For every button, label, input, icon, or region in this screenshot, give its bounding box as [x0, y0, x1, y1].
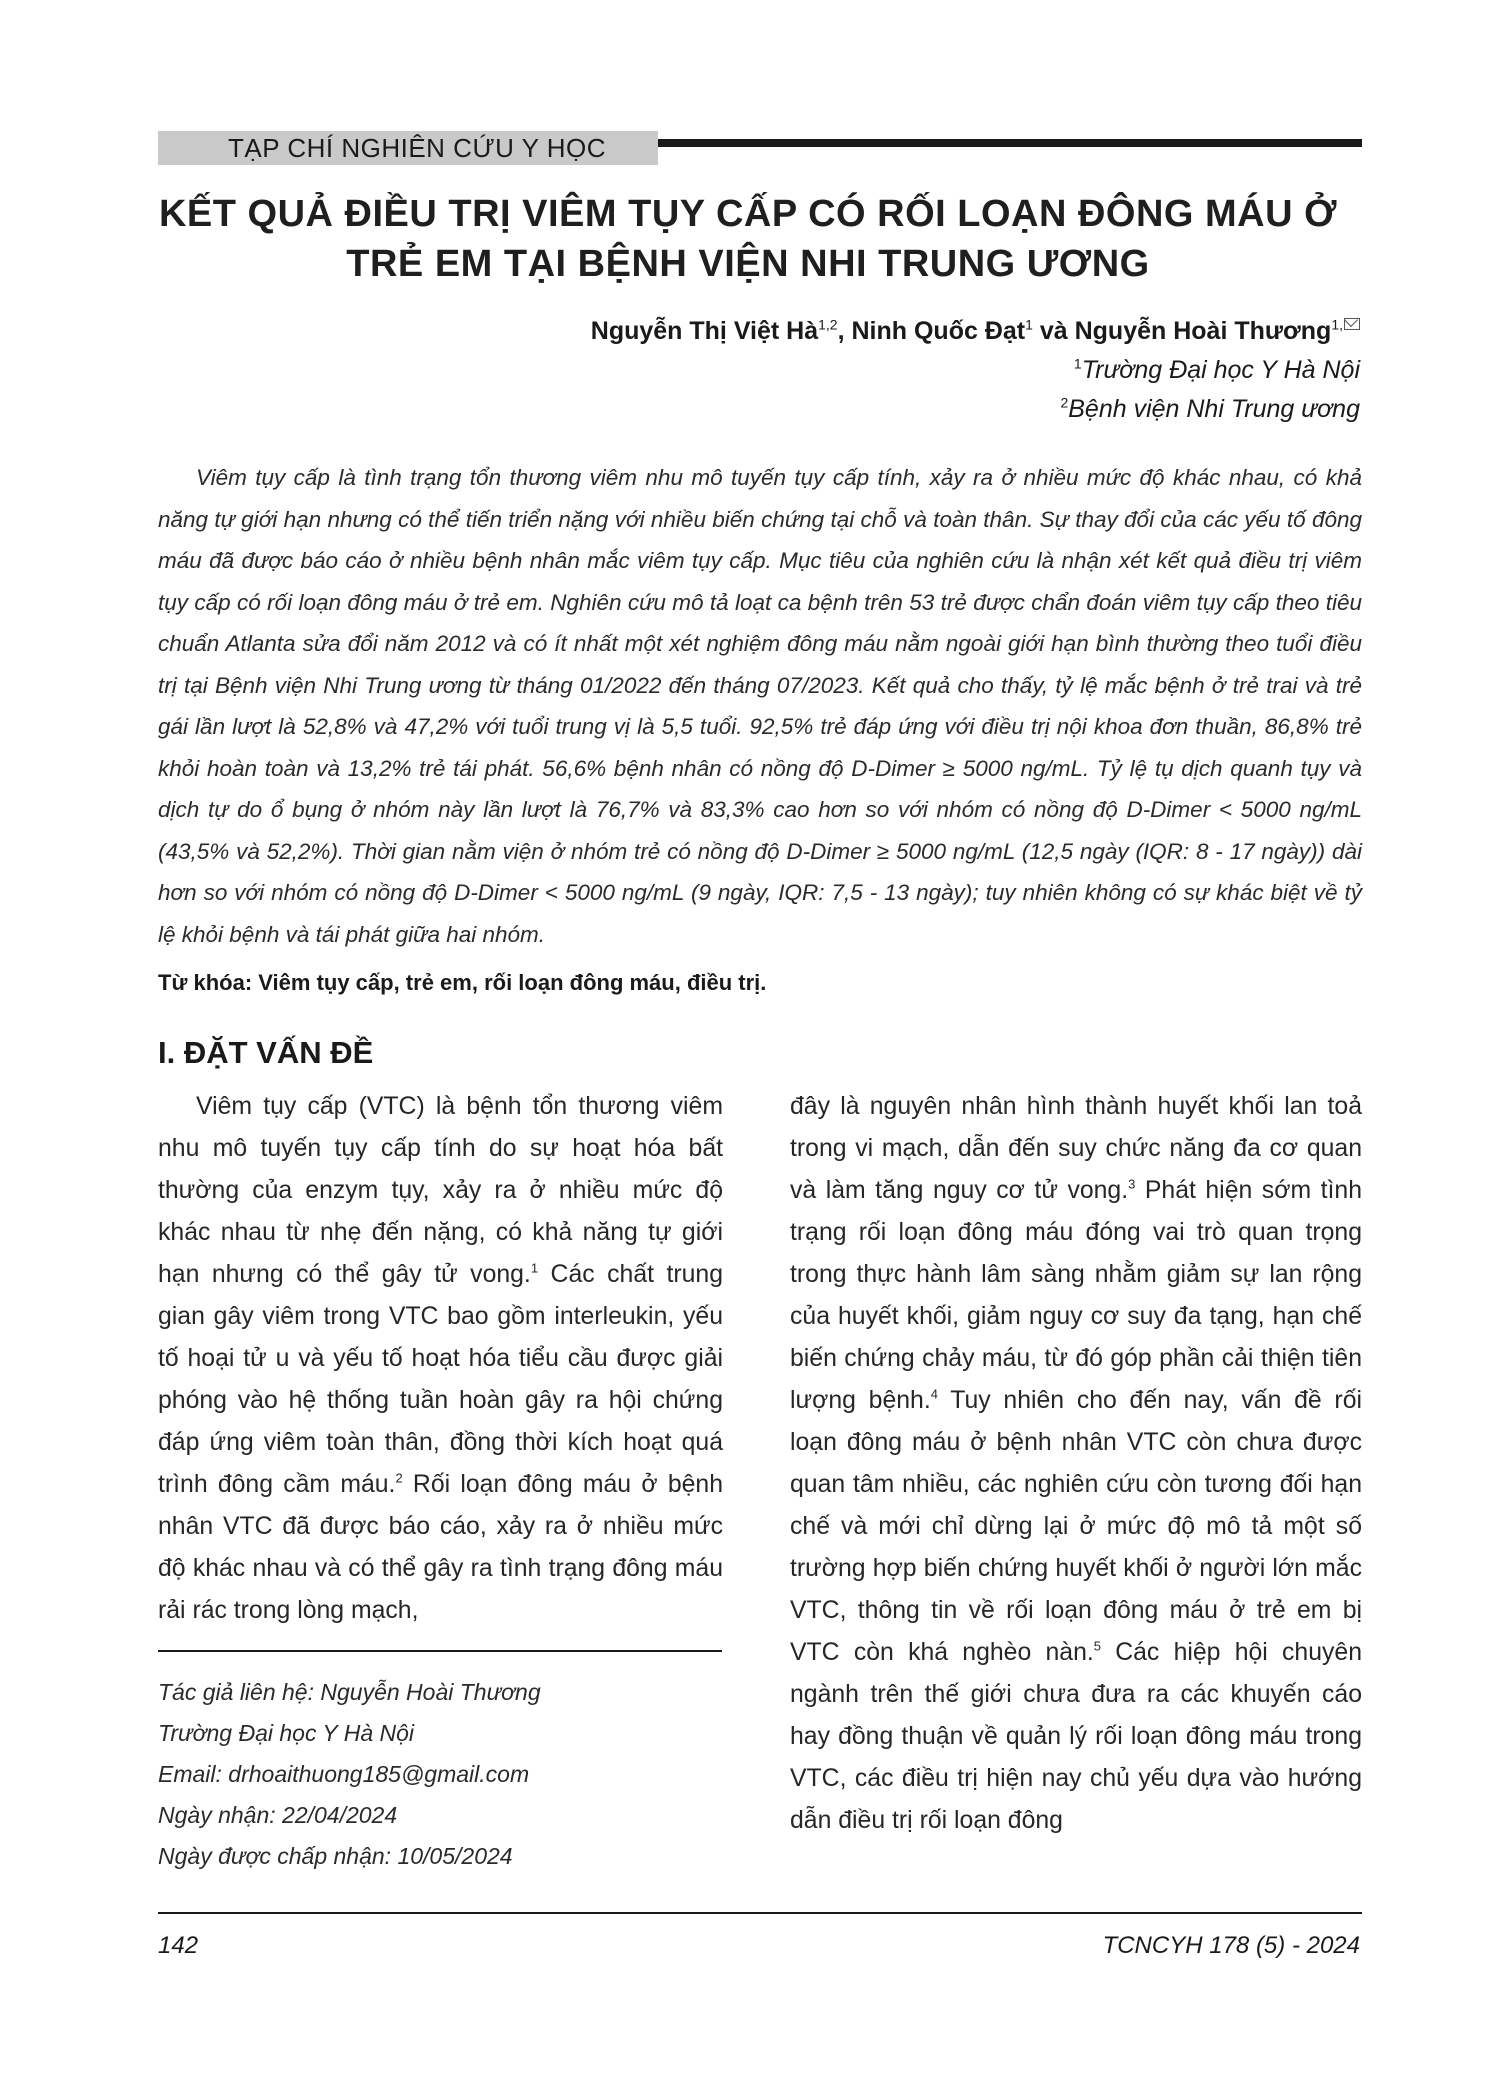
author-name: Nguyễn Hoài Thương: [1074, 317, 1332, 345]
correspondence-footnote: [158, 1672, 541, 1877]
keywords: Từ khóa: Viêm tụy cấp, trẻ em, rối loạn đông máu, điều trị.: [158, 970, 767, 995]
section-heading: I. ĐẶT VẤN ĐỀ: [158, 1035, 374, 1070]
body-text: đây là nguyên nhân hình thành huyết khối lan toả trong vi mạch, dẫn đến suy chức năng đa cơ quan và làm tăng nguy cơ tử vong.: [790, 1093, 1362, 1204]
body-text: Viêm tụy cấp (VTC) là bệnh tổn thương viêm nhu mô tuyến tụy cấp tính do sự hoạt hóa bất thường của enzym tụy, xảy ra ở nhiều mức độ khác nhau từ nhẹ đến nặng, có khả năng tự giới hạn nhưng có thể gây tử vong.: [158, 1093, 723, 1288]
page-number: 142: [158, 1932, 199, 1959]
body-text: Tuy nhiên cho đến nay, vấn đề rối loạn đông máu ở bệnh nhân VTC còn chưa được quan tâm nhiều, các nghiên cứu còn tương đối hạn chế và mới chỉ dừng lại ở mức độ mô tả một số trường hợp biến chứng huyết khối ở người lớn mắc VTC, thông tin về rối loạn đông máu ở trẻ em bị VTC còn khá nghèo nàn.: [790, 1387, 1362, 1666]
footer-rule: [158, 1912, 1362, 1914]
affiliation-1: [1074, 353, 1360, 387]
header-rule: [658, 139, 1362, 147]
citation-ref: 3: [1128, 1176, 1136, 1192]
citation-ref: 4: [930, 1386, 938, 1402]
received-date: Ngày nhận: 22/04/2024: [158, 1802, 398, 1828]
author-separator: và: [1032, 317, 1075, 345]
author-email: Email: drhoaithuong185@gmail.com: [158, 1761, 530, 1787]
citation-ref: 2: [395, 1470, 403, 1486]
body-column-left: [158, 1086, 723, 1632]
author-list: [591, 314, 1360, 348]
article-title-line-1: KẾT QUẢ ĐIỀU TRỊ VIÊM TỤY CẤP CÓ RỐI LOẠN ĐÔNG MÁU Ở: [158, 193, 1338, 235]
author-affiliation-mark: 1,: [1331, 316, 1343, 333]
author-affiliation-mark: 1: [1025, 316, 1033, 333]
body-text: Phát hiện sớm tình trạng rối loạn đông máu đóng vai trò quan trọng trong thực hành lâm sàng nhằm giảm sự lan rộng của huyết khối, giảm nguy cơ suy đa tạng, hạn chế biến chứng chảy máu, từ đó góp phần cải thiện tiên lượng bệnh.: [790, 1177, 1362, 1414]
citation-ref: 5: [1093, 1638, 1101, 1654]
body-column-right: [790, 1086, 1362, 1842]
journal-issue-ref: TCNCYH 178 (5) - 2024: [1102, 1932, 1360, 1959]
affiliation-name: Bệnh viện Nhi Trung ương: [1068, 395, 1360, 423]
accepted-date: Ngày được chấp nhận: 10/05/2024: [158, 1843, 513, 1869]
author-institution: Trường Đại học Y Hà Nội: [158, 1720, 415, 1746]
author-name: Nguyễn Thị Việt Hà: [590, 317, 819, 345]
body-text: Các chất trung gian gây viêm trong VTC bao gồm interleukin, yếu tố hoại tử u và yếu tố hoạt hóa tiểu cầu được giải phóng vào hệ thống tuần hoàn gây ra hội chứng đáp ứng viêm toàn thân, đồng thời kích hoạt quá trình đông cầm máu.: [158, 1261, 723, 1498]
abstract: Viêm tụy cấp là tình trạng tổn thương viêm nhu mô tuyến tụy cấp tính, xảy ra ở nhiều mức độ khác nhau, có khả năng tự giới hạn nhưng có thể tiến triển nặng với nhiều biến chứng tại chỗ và toàn thân. Sự thay đổi của các yếu tố đông máu đã được báo cáo ở nhiều bệnh nhân mắc viêm tụy cấp. Mục tiêu của nghiên cứu là nhận xét kết quả điều trị viêm tụy cấp có rối loạn đông máu ở trẻ em. Nghiên cứu mô tả loạt ca bệnh trên 53 trẻ được chẩn đoán viêm tụy cấp theo tiêu chuẩn Atlanta sửa đổi năm 2012 và có ít nhất một xét nghiệm đông máu nằm ngoài giới hạn bình thường theo tuổi điều trị tại Bệnh viện Nhi Trung ương từ tháng 01/2022 đến tháng 07/2023. Kết quả cho thấy, tỷ lệ mắc bệnh ở trẻ trai và trẻ gái lần lượt là 52,8% và 47,2% với tuổi trung vị là 5,5 tuổi. 92,5% trẻ đáp ứng với điều trị nội khoa đơn thuần, 86,8% trẻ khỏi hoàn toàn và 13,2% trẻ tái phát. 56,6% bệnh nhân có nồng độ D-Dimer ≥ 5000 ng/mL. Tỷ lệ tụ dịch quanh tụy và dịch tự do ổ bụng ở nhóm này lần lượt là 76,7% và 83,3% cao hơn so với nhóm có nồng độ D-Dimer < 5000 ng/mL (43,5% và 52,2%). Thời gian nằm viện ở nhóm trẻ có nồng độ D-Dimer ≥ 5000 ng/mL (12,5 ngày (IQR: 8 - 17 ngày)) dài hơn so với nhóm có nồng độ D-Dimer < 5000 ng/mL (9 ngày, IQR: 7,5 - 13 ngày); tuy nhiên không có sự khác biệt về tỷ lệ khỏi bệnh và tái phát giữa hai nhóm.: [158, 465, 1362, 947]
author-separator: ,: [837, 317, 852, 345]
author-affiliation-mark: 1,2: [818, 316, 838, 333]
body-text: Các hiệp hội chuyên ngành trên thế giới chưa đưa ra các khuyến cáo hay đồng thuận về quản lý rối loạn đông máu trong VTC, các điều trị hiện nay chủ yếu dựa vào hướng dẫn điều trị rối loạn đông: [790, 1639, 1362, 1834]
affiliation-2: [1060, 392, 1360, 426]
body-paragraph: [790, 1086, 1362, 1842]
footnote-rule: [158, 1650, 722, 1652]
author-name: Ninh Quốc Đạt: [851, 317, 1026, 345]
body-paragraph: [158, 1086, 723, 1632]
affiliation-number: 1: [1073, 355, 1082, 372]
journal-name: TẠP CHÍ NGHIÊN CỨU Y HỌC: [228, 133, 607, 163]
affiliation-name: Trường Đại học Y Hà Nội: [1081, 356, 1360, 384]
citation-ref: 1: [530, 1260, 539, 1276]
mail-icon: [1344, 318, 1360, 330]
article-title-line-2: TRẺ EM TẠI BỆNH VIỆN NHI TRUNG ƯƠNG: [346, 243, 1150, 285]
body-text: Rối loạn đông máu ở bệnh nhân VTC đã được báo cáo, xảy ra ở nhiều mức độ khác nhau và có thể gây ra tình trạng đông máu rải rác trong lòng mạch,: [158, 1471, 723, 1624]
affiliation-number: 2: [1060, 394, 1069, 411]
corresponding-author: Tác giả liên hệ: Nguyễn Hoài Thương: [158, 1679, 541, 1705]
